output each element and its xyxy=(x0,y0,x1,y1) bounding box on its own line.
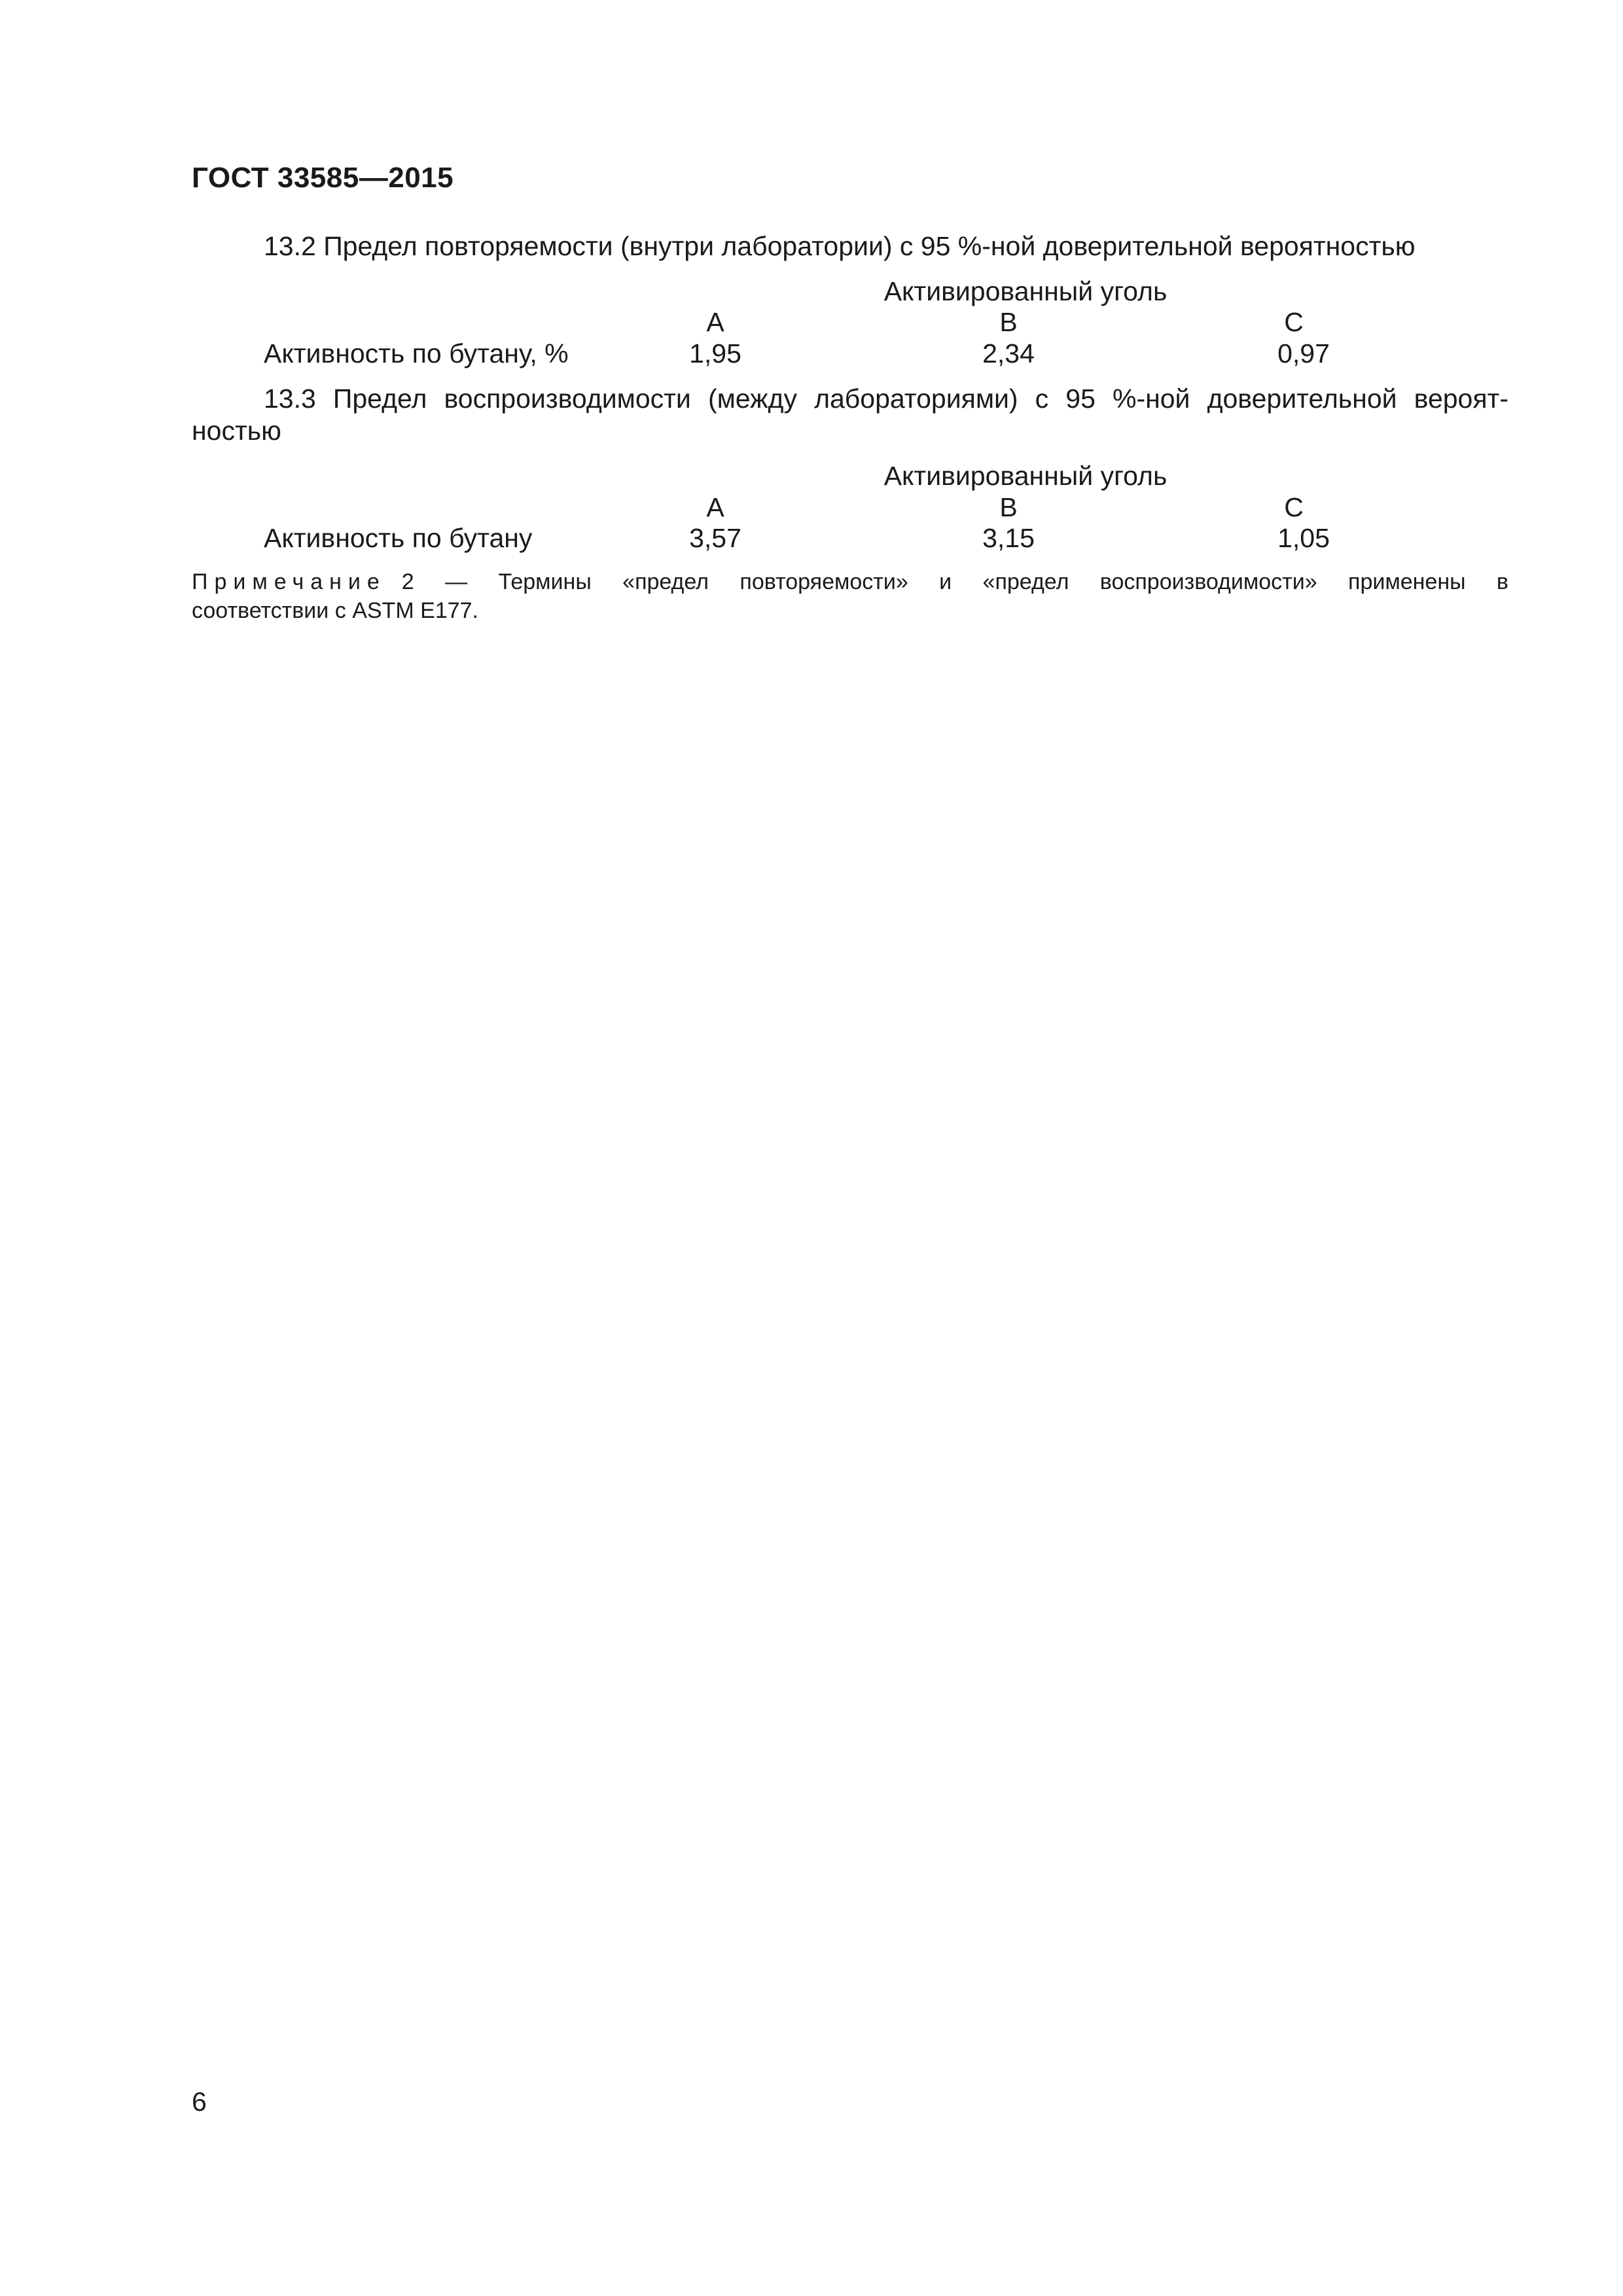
column-header-c: C xyxy=(1284,307,1304,337)
value-b: 2,34 xyxy=(982,338,1035,368)
column-header-b: B xyxy=(999,307,1018,337)
page-number: 6 xyxy=(192,2087,207,2117)
column-header-a: A xyxy=(706,492,724,522)
note-line2: соответствии с ASTM E177. xyxy=(192,598,478,623)
table-group-header: Активированный уголь xyxy=(883,461,1168,491)
value-b: 3,15 xyxy=(982,523,1035,553)
clause-13-2-text: 13.2 Предел повторяемости (внутри лаборатории) с 95 %-ной доверительной вероятностью xyxy=(264,231,1416,261)
value-a: 1,95 xyxy=(689,338,741,368)
clause-13-3-text-line1: 13.3 Предел воспроизводимости (между лабораториями) с 95 %-ной доверительной вероят- xyxy=(264,384,1508,414)
note-text: 2 — Термины «предел повторяемости» и «предел воспроизводимости» применены в xyxy=(401,569,1508,594)
value-c: 0,97 xyxy=(1277,338,1330,368)
value-a: 3,57 xyxy=(689,523,741,553)
column-header-b: B xyxy=(999,492,1018,522)
row-label: Активность по бутану xyxy=(264,523,533,553)
row-label: Активность по бутану, % xyxy=(264,338,569,368)
note-label: Примечание xyxy=(192,569,386,594)
note-line1 xyxy=(192,567,1508,596)
table-group-header: Активированный уголь xyxy=(883,276,1168,306)
document-header: ГОСТ 33585—2015 xyxy=(192,162,454,194)
column-header-c: C xyxy=(1284,492,1304,522)
clause-13-3-text-line2: ностью xyxy=(192,416,281,446)
column-header-a: A xyxy=(706,307,724,337)
value-c: 1,05 xyxy=(1277,523,1330,553)
